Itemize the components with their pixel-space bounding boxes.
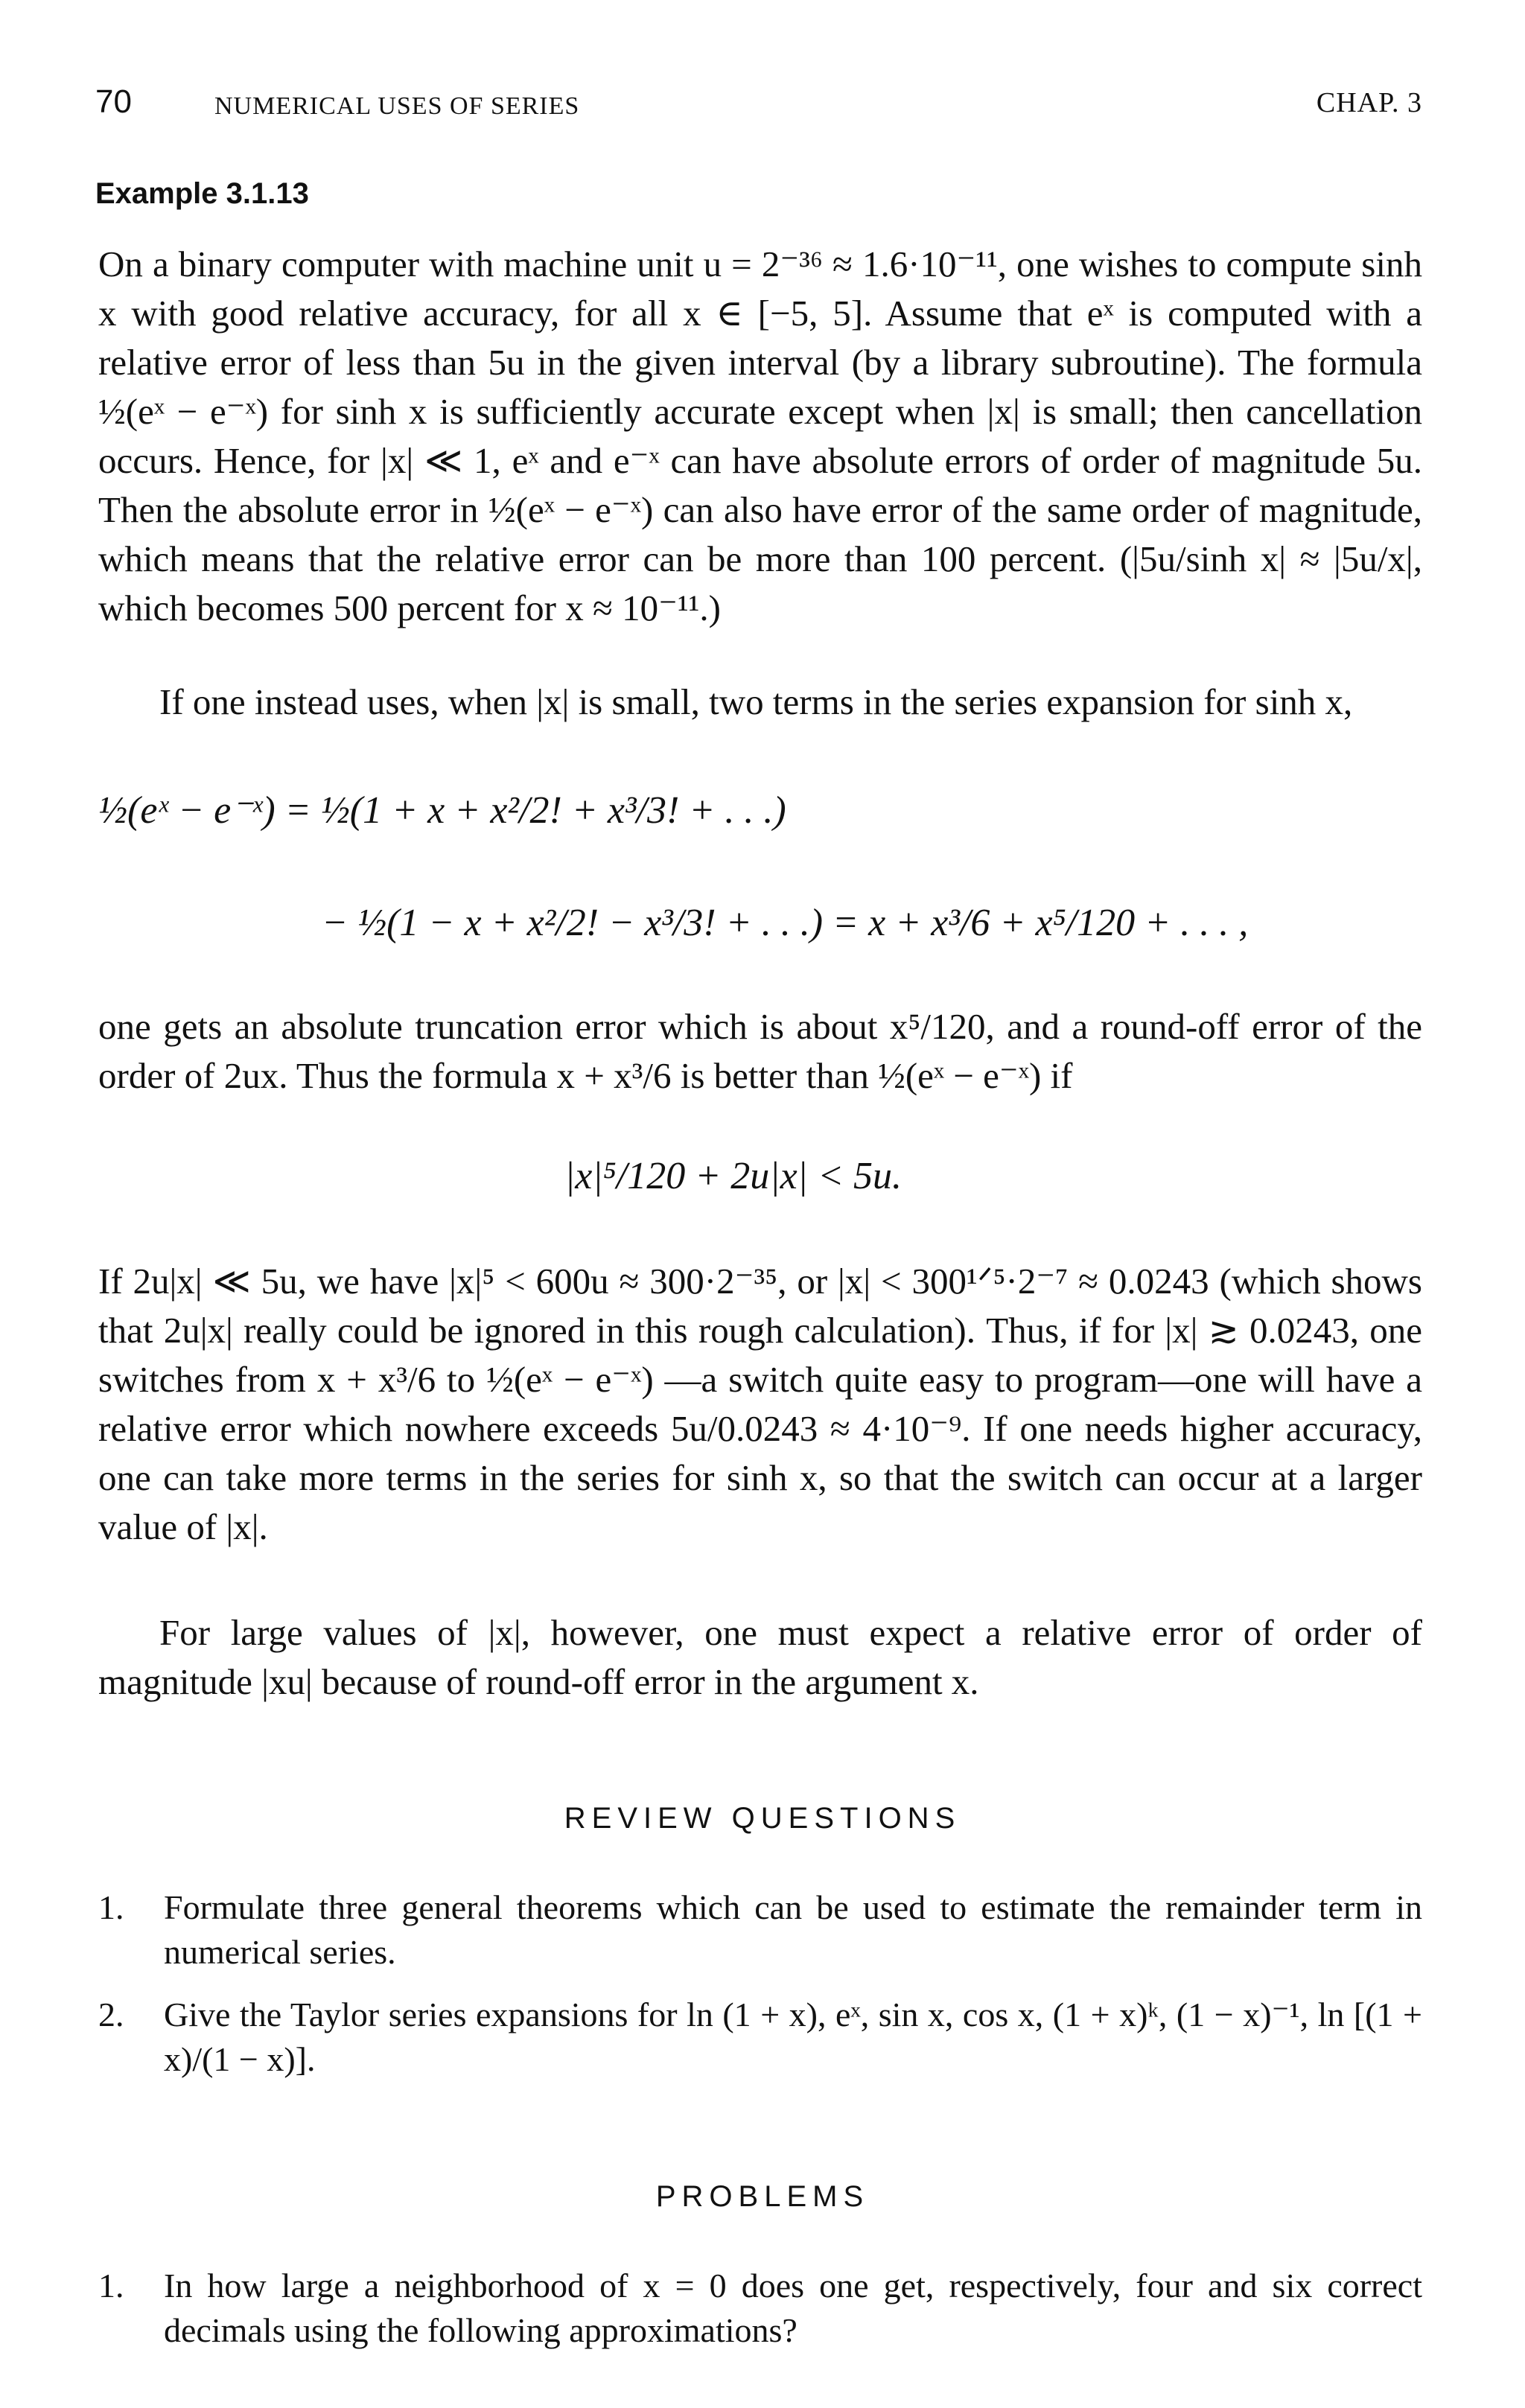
page-header <box>95 83 1422 128</box>
review-question-2 <box>98 1993 1422 2089</box>
example-paragraph-1: On a binary computer with machine unit u = 2⁻³⁶ ≈ 1.6·10⁻¹¹, one wishes to compute sinh x with good relative accuracy, for all x ∈ [−5, 5]. Assume that eˣ is computed with a relative error of less than 5u in the given interval (by a library subroutine). The formula ½(eˣ − e⁻ˣ) for sinh x is sufficiently accurate except when |x| is small; then cancellation occurs. Hence, for |x| ≪ 1, eˣ and e⁻ˣ can have absolute errors of order of magnitude 5u. Then the absolute error in ½(eˣ − e⁻ˣ) can also have error of the same order of magnitude, which means that the relative error can be more than 100 percent. (|5u/sinh x| ≈ |5u/x|, which becomes 500 percent for x ≈ 10⁻¹¹.) <box>98 243 1422 628</box>
page-number: 70 <box>95 83 132 120</box>
review-question-1-number: 1. <box>98 1888 124 1926</box>
review-question-1 <box>98 1885 1422 1982</box>
problem-1-text: In how large a neighborhood of x = 0 does one get, respectively, four and six correct decimals using the following approximations? <box>164 2267 1422 2349</box>
chapter-label: CHAP. 3 <box>1316 87 1422 118</box>
example-paragraph-3: one gets an absolute truncation error which is about x⁵/120, and a round-off error of the order of 2ux. Thus the formula x + x³/6 is better than ½(eˣ − e⁻ˣ) if <box>98 1006 1422 1096</box>
example-paragraph-2: If one instead uses, when |x| is small, two terms in the series expansion for sinh x, <box>159 681 1353 722</box>
review-question-1-text: Formulate three general theorems which can be used to estimate the remainder term in numerical series. <box>164 1888 1422 1971</box>
review-questions-title: REVIEW QUESTIONS <box>564 1802 961 1835</box>
series-equation-line-2: − ½(1 − x + x²/2! − x³/3! + . . .) = x + x³/6 + x⁵/120 + . . . , <box>322 902 1249 944</box>
problems-title: PROBLEMS <box>655 2180 870 2213</box>
example-paragraph-4: If 2u|x| ≪ 5u, we have |x|⁵ < 600u ≈ 300·2⁻³⁵, or |x| < 300¹ᐟ⁵·2⁻⁷ ≈ 0.0243 (which shows that 2u|x| really could be ignored in this rough calculation). Thus, if for |x| ≳ 0.0243, one switches from x + x³/6 to ½(eˣ − e⁻ˣ) —a switch quite easy to program—one will have a relative error which nowhere exceeds 5u/0.0243 ≈ 4·10⁻⁹. If one needs higher accuracy, one can take more terms in the series for sinh x, so that the switch can occur at a larger value of |x|. <box>98 1261 1422 1547</box>
review-question-2-text: Give the Taylor series expansions for ln (1 + x), eˣ, sin x, cos x, (1 + x)ᵏ, (1 − x)⁻¹, ln [(1 + x)/(1 − x)]. <box>164 1995 1422 2078</box>
inequality-equation: |x|⁵/120 + 2u|x| < 5u. <box>564 1155 902 1197</box>
example-paragraph-5: For large values of |x|, however, one must expect a relative error of order of magnitude |xu| because of round-off error in the argument x. <box>98 1612 1422 1702</box>
review-question-2-number: 2. <box>98 1995 124 2033</box>
problem-1 <box>98 2264 1422 2360</box>
example-label: Example 3.1.13 <box>95 177 309 210</box>
running-title: NUMERICAL USES OF SERIES <box>214 92 580 120</box>
problem-1-number: 1. <box>98 2267 124 2305</box>
series-equation-line-1: ½(eˣ − e⁻ˣ) = ½(1 + x + x²/2! + x³/3! + . . .) <box>98 789 786 832</box>
